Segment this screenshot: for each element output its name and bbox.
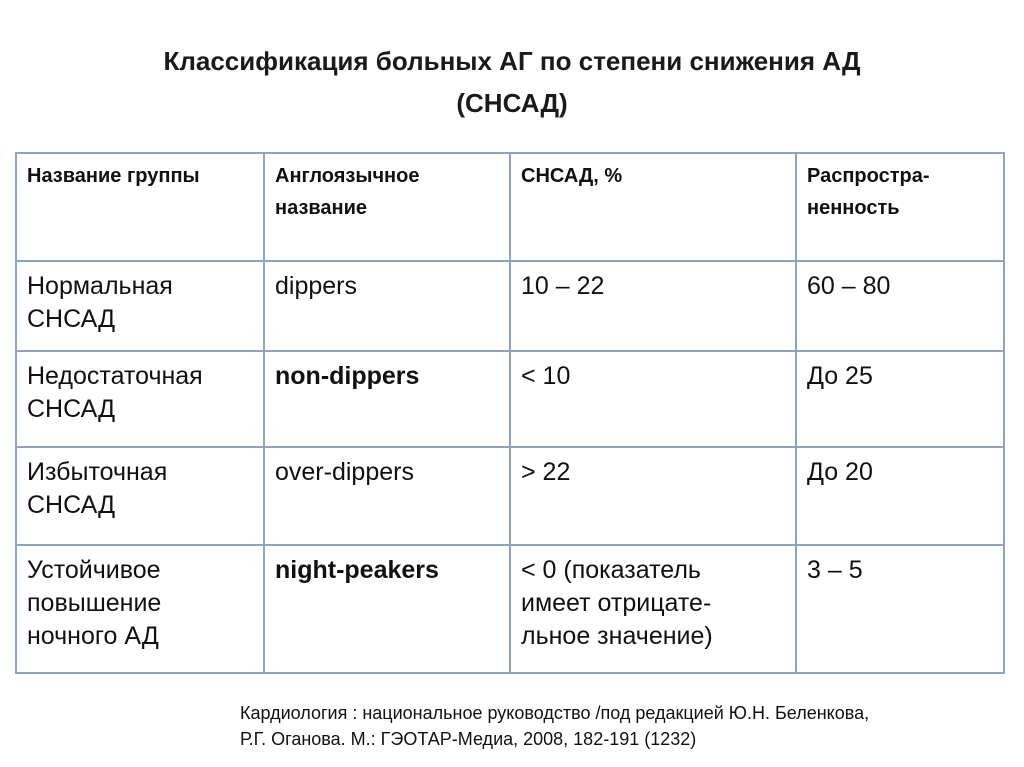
cell-group-name: Устойчивое повышение ночного АД [16, 545, 264, 673]
header-snsad: СНСАД, % [510, 153, 796, 261]
table-row [16, 351, 1004, 447]
header-group-name: Название группы [16, 153, 264, 261]
cell-prevalence: 60 – 80 [796, 261, 1004, 351]
cell-prevalence: До 25 [796, 351, 1004, 447]
table-header-row [16, 153, 1004, 261]
header-prevalence: Распростра- ненность [796, 153, 1004, 261]
cell-snsad: 10 – 22 [510, 261, 796, 351]
cell-english-name: dippers [264, 261, 510, 351]
page-title [0, 40, 1024, 124]
citation-line-1: Кардиология : национальное руководство /под редакцией Ю.Н. Беленкова, [240, 703, 870, 723]
cell-prevalence: До 20 [796, 447, 1004, 545]
cell-snsad: < 10 [510, 351, 796, 447]
citation [240, 700, 1000, 752]
classification-table [15, 152, 1005, 674]
cell-group-name: Нормальная СНСАД [16, 261, 264, 351]
cell-prevalence: 3 – 5 [796, 545, 1004, 673]
cell-english-name: night-peakers [264, 545, 510, 673]
cell-snsad: > 22 [510, 447, 796, 545]
cell-snsad: < 0 (показатель имеет отрицате- льное значение) [510, 545, 796, 673]
page-title-line-1: Классификация больных АГ по степени снижения АД [163, 46, 861, 76]
cell-group-name: Недостаточная СНСАД [16, 351, 264, 447]
cell-english-name: non-dippers [264, 351, 510, 447]
page-title-line-2: (СНСАД) [456, 88, 568, 118]
table-row [16, 545, 1004, 673]
cell-english-name: over-dippers [264, 447, 510, 545]
table-row [16, 261, 1004, 351]
citation-line-2: Р.Г. Оганова. М.: ГЭОТАР-Медиа, 2008, 182-191 (1232) [240, 729, 697, 749]
header-english-name: Англоязычное название [264, 153, 510, 261]
table-row [16, 447, 1004, 545]
cell-group-name: Избыточная СНСАД [16, 447, 264, 545]
